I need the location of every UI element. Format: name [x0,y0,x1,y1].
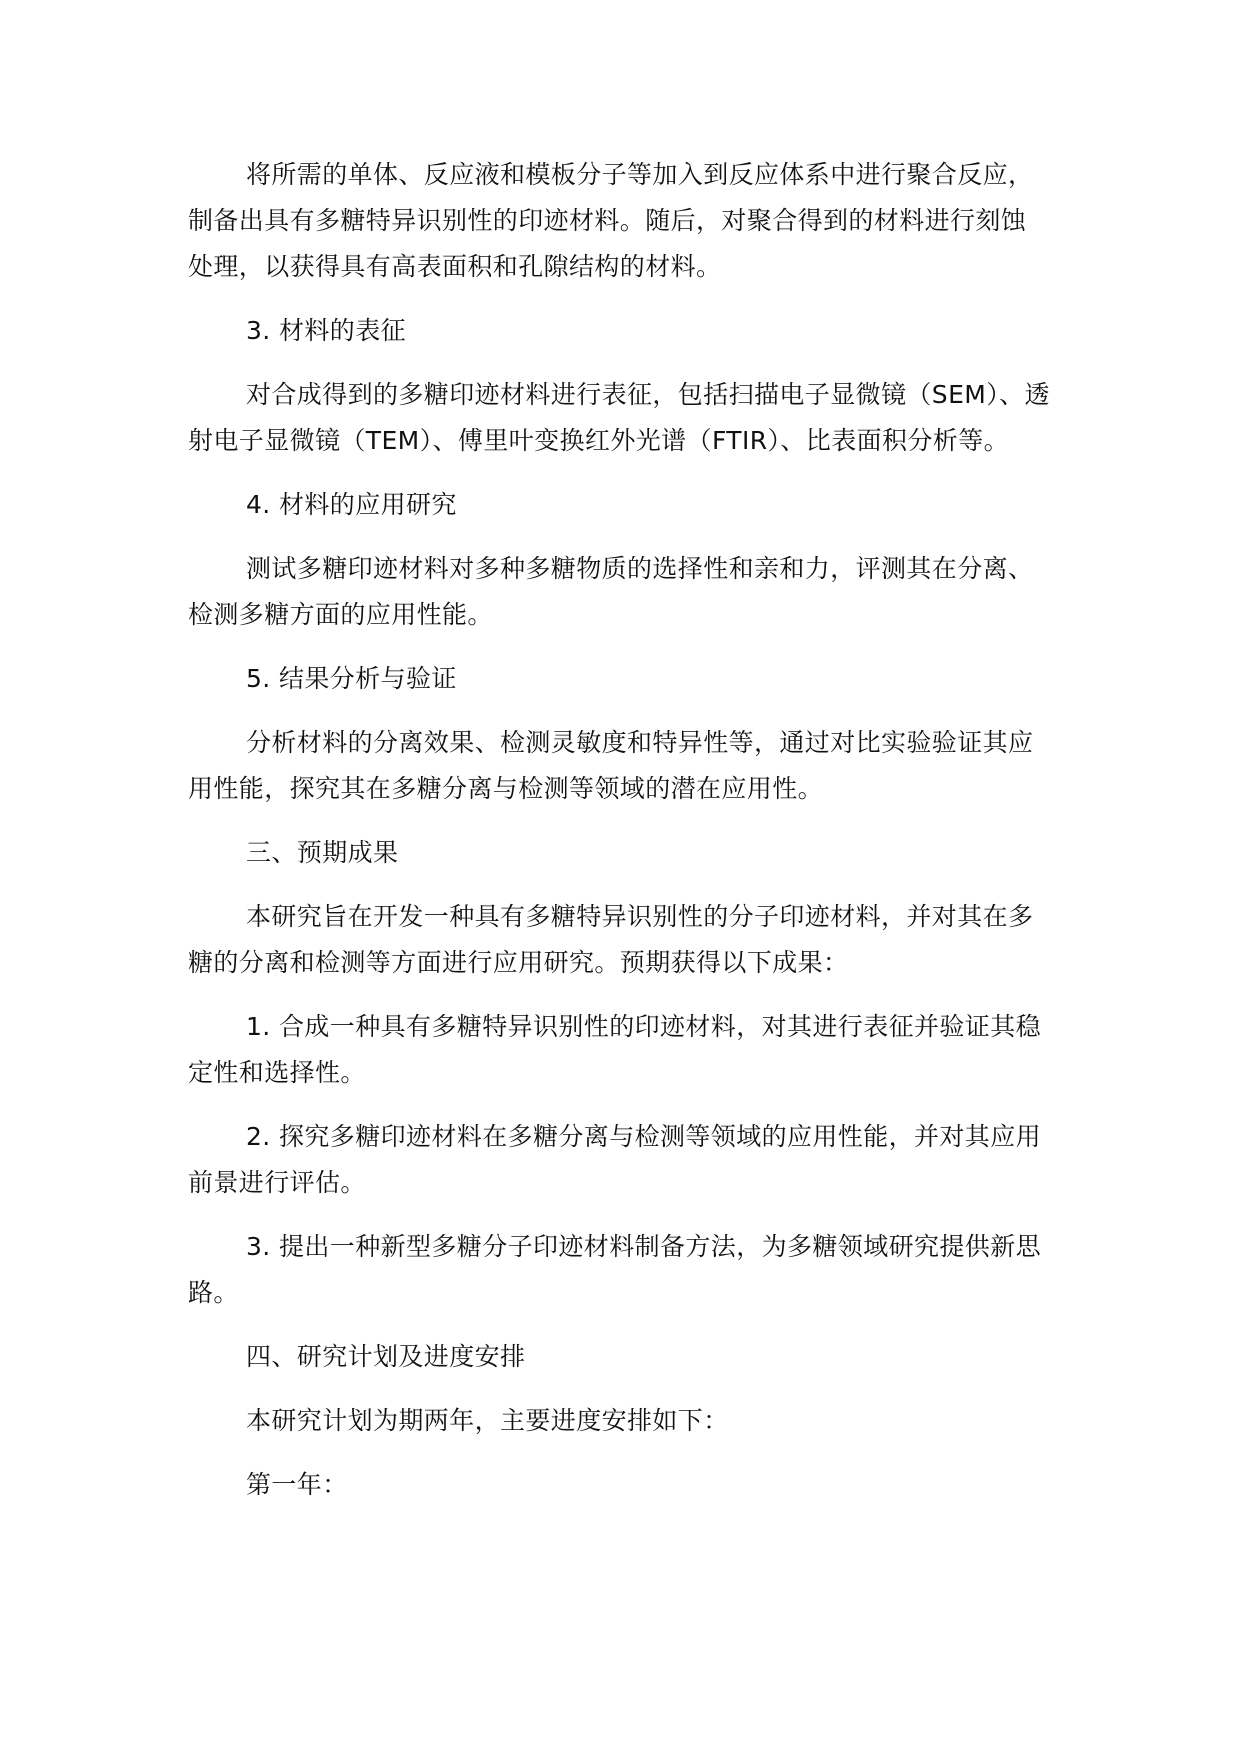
paragraph-expected-results-intro: 本研究旨在开发一种具有多糖特异识别性的分子印迹材料，并对其在多糖的分离和检测等方面进行应用研究。预期获得以下成果： [188,902,1034,977]
heading-research-plan: 四、研究计划及进度安排 [246,1342,526,1371]
list-item-expected-result-1: 1. 合成一种具有多糖特异识别性的印迹材料，对其进行表征并验证其稳定性和选择性。 [188,1012,1042,1087]
paragraph-characterization: 对合成得到的多糖印迹材料进行表征，包括扫描电子显微镜（SEM）、透射电子显微镜（TEM）、傅里叶变换红外光谱（FTIR）、比表面积分析等。 [188,380,1050,455]
paragraph-first-year: 第一年： [246,1470,348,1499]
list-item-expected-result-3: 3. 提出一种新型多糖分子印迹材料制备方法，为多糖领域研究提供新思路。 [188,1232,1042,1307]
heading-result-analysis: 5. 结果分析与验证 [246,664,457,693]
paragraph-research-plan: 本研究计划为期两年，主要进度安排如下： [246,1406,729,1435]
paragraph-application-study: 测试多糖印迹材料对多种多糖物质的选择性和亲和力，评测其在分离、检测多糖方面的应用性能。 [188,554,1034,629]
paragraph-polymerization: 将所需的单体、反应液和模板分子等加入到反应体系中进行聚合反应，制备出具有多糖特异识别性的印迹材料。随后，对聚合得到的材料进行刻蚀处理，以获得具有高表面积和孔隙结构的材料。 [188,160,1034,281]
list-item-expected-result-2: 2. 探究多糖印迹材料在多糖分离与检测等领域的应用性能，并对其应用前景进行评估。 [188,1122,1042,1197]
heading-application-study: 4. 材料的应用研究 [246,490,457,519]
heading-material-characterization: 3. 材料的表征 [246,316,406,345]
document-body [188,152,1050,1508]
paragraph-result-analysis: 分析材料的分离效果、检测灵敏度和特异性等，通过对比实验验证其应用性能，探究其在多糖分离与检测等领域的潜在应用性。 [188,728,1034,803]
heading-expected-results: 三、预期成果 [246,838,399,867]
